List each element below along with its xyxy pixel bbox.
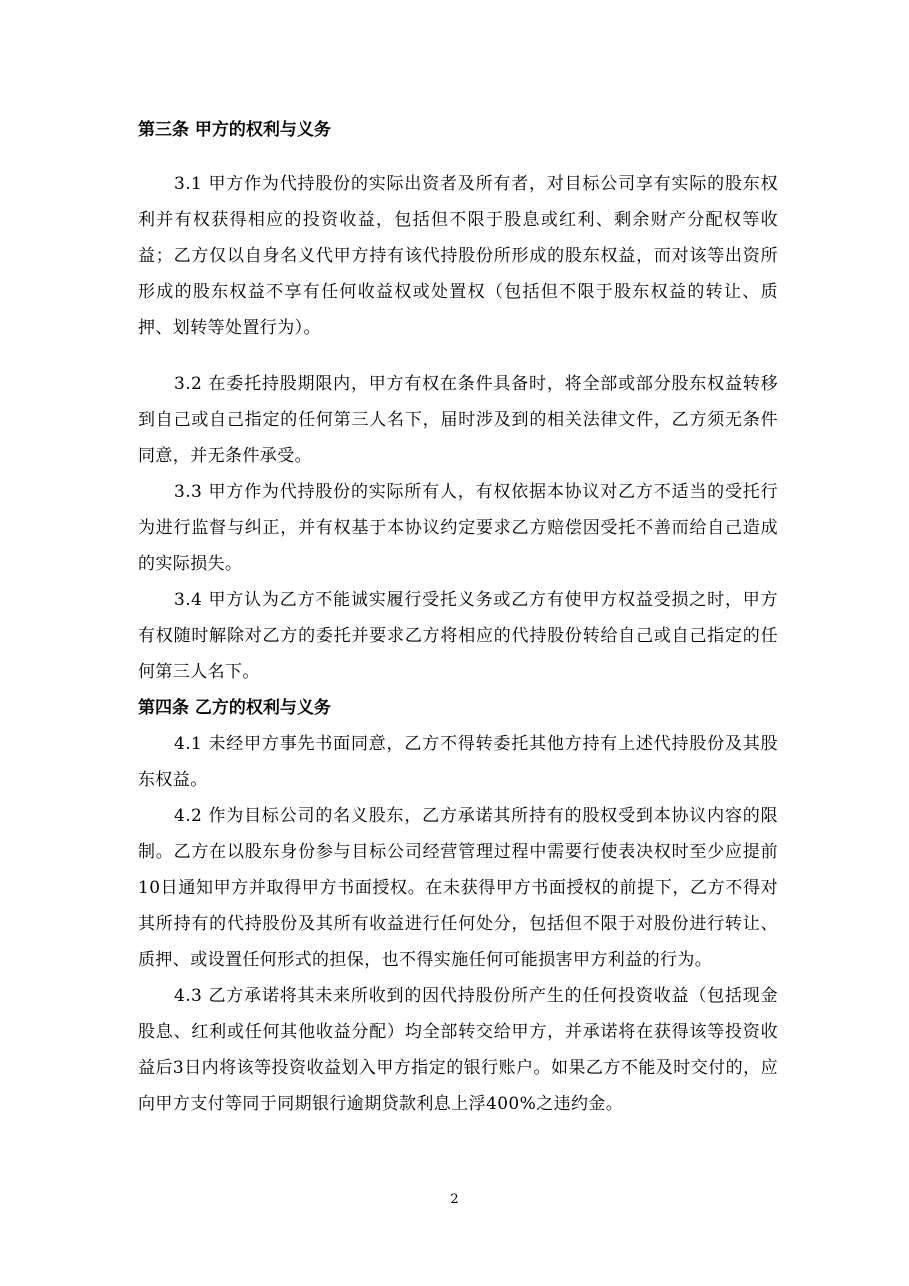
- clause-4-3: 4.3 乙方承诺将其未来所收到的因代持股份所产生的任何投资收益（包括现金股息、红利或任何其他收益分配）均全部转交给甲方，并承诺将在获得该等投资收益后3日内将该等投资收益划入甲方指定的银行账户。如果乙方不能及时交付的，应向甲方支付等同于同期银行逾期贷款利息上浮400%之违约金。: [138, 986, 778, 1114]
- clause-3-3: 3.3 甲方作为代持股份的实际所有人，有权依据本协议对乙方不适当的受托行为进行监督与纠正，并有权基于本协议约定要求乙方赔偿因受托不善而给自己造成的实际损失。: [138, 482, 778, 574]
- clause-4-1: 4.1 未经甲方事先书面同意，乙方不得转委托其他方持有上述代持股份及其股东权益。: [138, 734, 778, 790]
- page-number: 2: [450, 1192, 459, 1207]
- document-body: [138, 112, 778, 1122]
- clause-3-1: 3.1 甲方作为代持股份的实际出资者及所有者，对目标公司享有实际的股东权利并有权获得相应的投资收益，包括但不限于股息或红利、剩余财产分配权等收益；乙方仅以自身名义代甲方持有该代持股份所形成的股东权益，而对该等出资所形成的股东权益不享有任何收益权或处置权（包括但不限于股东权益的转让、质押、划转等处置行为）。: [138, 174, 778, 338]
- clause-3-2: 3.2 在委托持股期限内，甲方有权在条件具备时，将全部或部分股东权益转移到自己或自己指定的任何第三人名下，届时涉及到的相关法律文件，乙方须无条件同意，并无条件承受。: [138, 374, 778, 466]
- section-heading-article-3: 第三条 甲方的权利与义务: [138, 120, 331, 140]
- clause-4-2: 4.2 作为目标公司的名义股东，乙方承诺其所持有的股权受到本协议内容的限制。乙方在以股东身份参与目标公司经营管理过程中需要行使表决权时至少应提前10日通知甲方并取得甲方书面授权。在未获得甲方书面授权的前提下，乙方不得对其所持有的代持股份及其所有收益进行任何处分，包括但不限于对股份进行转让、质押、或设置任何形式的担保，也不得实施任何可能损害甲方利益的行为。: [138, 806, 778, 970]
- section-heading-article-4: 第四条 乙方的权利与义务: [138, 698, 331, 718]
- clause-3-4: 3.4 甲方认为乙方不能诚实履行受托义务或乙方有使甲方权益受损之时，甲方有权随时解除对乙方的委托并要求乙方将相应的代持股份转给自己或自己指定的任何第三人名下。: [138, 590, 778, 682]
